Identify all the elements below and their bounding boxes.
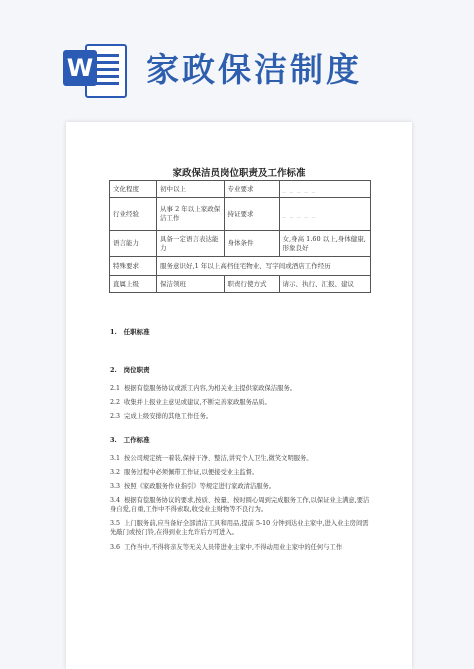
paragraph: 3.1 按公司规定统一着装,保持干净、整洁,讲究个人卫生,微笑文明服务。 [110,455,313,462]
paragraph: 3.3 按照《家政服务作业指引》等规定进行家政清洁服务。 [110,483,276,490]
document-title: 家政保洁员岗位职责及工作标准 [172,168,306,179]
paragraph: 3.2 服务过程中必须佩带工作证,以便接受业主监督。 [110,469,259,476]
table-cell: 持证要求 [224,198,279,231]
table-cell: 特殊要求 [110,257,157,276]
table-cell: 专业要求 [224,181,279,198]
logo-letter: W [63,50,97,86]
table-cell: 女,身高 1.60 以上,身体健康,形象良好 [279,231,370,257]
table-cell: 语言能力 [110,231,157,257]
requirements-table [109,180,371,293]
word-logo-icon [63,40,125,98]
table-cell: 直属上级 [110,276,157,293]
paragraph: 2.3 完成上级安排的其他工作任务。 [110,413,213,420]
paragraph: 3.4 根据有偿服务协议的要求,按质、按量、按时圆心周到完成服务工作,以保证业主满意,要洁身自爱,自重,工作中不得索取,收受业主财物等不良行为。 [110,497,370,514]
table-cell: 职责行使方式 [224,276,279,293]
table-cell: 从事 2 年以上家政保洁工作 [157,198,225,231]
section-heading: 3. 工作标准 [110,436,150,444]
table-row [110,231,371,257]
section-heading: 1. 任职标准 [110,328,150,336]
table-row [110,181,371,198]
paragraph: 2.1 根据有偿服务协议或派工内容,为相关业主提供家政保洁服务。 [110,385,297,392]
table-cell: 具备一定语言表达能力 [157,231,225,257]
table-row [110,198,371,231]
table-cell: 服务意识好,1 年以上高档住宅物业、写字间或酒店工作经历 [157,257,371,276]
paragraph: 2.2 收集并上报业主意见或建议,不断完善家政服务品质。 [110,399,271,406]
table-cell: _ _ _ _ _ [279,181,370,198]
document-page [66,122,412,669]
table-row [110,276,371,293]
table-cell: 行业经验 [110,198,157,231]
table-cell: 保洁领班 [157,276,225,293]
table-cell: _ _ _ _ _ [279,198,370,231]
table-cell: 初中以上 [157,181,225,198]
banner-title: 家政保洁制度 [146,50,362,89]
table-cell: 文化程度 [110,181,157,198]
banner [0,0,474,118]
table-cell: 请示、执行、汇报、建议 [279,276,370,293]
section-heading: 2. 岗位职责 [110,366,150,374]
table-cell: 身体条件 [224,231,279,257]
paragraph: 3.5 上门服务前,应当备好全部清洁工具和用品,提前 5-10 分钟到达业主家中,进入业主房间需先敲门或按门铃,在得到业主允许后方可进入。 [110,520,369,537]
paragraph: 3.6 工作当中,不得将亲友等无关人员带进业主家中,不得动用业主家中的任何与工作 [110,544,343,551]
table-row [110,257,371,276]
